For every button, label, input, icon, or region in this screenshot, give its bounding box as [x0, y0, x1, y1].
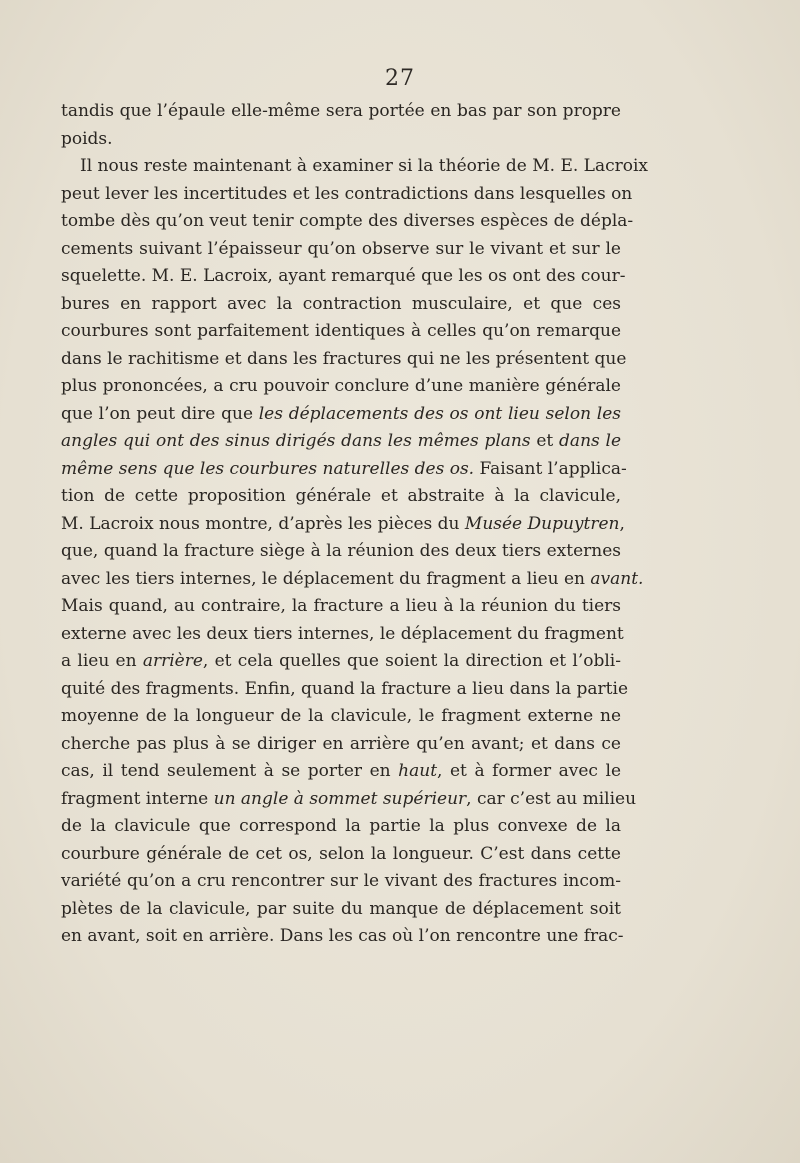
text-line [61, 731, 621, 759]
text-line [61, 621, 624, 649]
text-line [61, 841, 621, 869]
text-segment: cherche pas plus à se diriger en arrière qu’en avant; et dans ce [61, 733, 621, 754]
text-line [61, 566, 644, 594]
text-line [61, 346, 627, 374]
text-line [61, 236, 621, 264]
text-line [61, 758, 621, 786]
text-segment: avec les tiers internes, le déplacement du fragment a lieu en [61, 568, 591, 589]
text-line [61, 593, 621, 621]
text-line [61, 648, 621, 676]
text-line [61, 456, 627, 484]
text-segment: cements suivant l’épaisseur qu’on observe sur le vivant et sur le [61, 238, 621, 259]
text-line [61, 923, 624, 951]
text-segment: que, quand la fracture siège à la réunion des deux tiers externes [61, 541, 621, 561]
text-line [61, 318, 621, 346]
text-segment: Il nous reste maintenant à examiner si la théorie de M. E. Lacroix [80, 156, 648, 176]
text-segment: M. Lacroix nous montre, d’après les pièces du [61, 513, 465, 534]
text-segment: fragment interne [61, 788, 214, 809]
italic-text: Musée Dupuytren [464, 513, 620, 534]
text-segment: que l’on peut dire que [61, 403, 259, 424]
text-line [61, 181, 633, 209]
text-segment: tion de cette proposition générale et abstraite à la clavicule, [61, 486, 621, 506]
text-line [61, 813, 621, 841]
text-segment: et [530, 431, 560, 451]
text-line [61, 373, 621, 401]
text-segment: , et cela quelles que soient la direction et l’obli- [202, 651, 621, 671]
text-line [61, 676, 629, 704]
text-segment: plètes de la clavicule, par suite du manque de déplacement soit [61, 898, 621, 919]
text-line [61, 868, 621, 896]
italic-text: dans le [559, 431, 622, 451]
text-segment: courbures sont parfaitement identiques à celles qu’on remarque [61, 321, 621, 341]
text-line [61, 208, 634, 236]
text-segment: tombe dès qu’on veut tenir compte des diverses espèces de dépla- [61, 211, 634, 231]
text-line [61, 703, 621, 731]
text-segment: en avant, soit en arrière. Dans les cas où l’on rencontre une frac- [61, 926, 624, 946]
text-line [61, 511, 625, 539]
italic-text: avant. [590, 568, 644, 589]
text-line [61, 98, 621, 126]
text-segment: Faisant l’applica- [474, 458, 627, 479]
text-segment: dans le rachitisme et dans les fractures qui ne les présentent que [61, 348, 627, 369]
text-segment: quité des fragments. Enfin, quand la fracture a lieu dans la partie [61, 678, 629, 699]
text-line [61, 291, 621, 319]
text-segment: Mais quand, au contraire, la fracture a lieu à la réunion du tiers [61, 596, 621, 616]
text-segment: cas, il tend seulement à se porter en [61, 761, 399, 781]
text-line [61, 483, 621, 511]
italic-text: arrière [142, 651, 203, 671]
text-segment: bures en rapport avec la contraction musculaire, et que ces [61, 293, 621, 314]
italic-text: même sens que les courbures naturelles des os. [61, 458, 475, 479]
text-segment: , et à former avec le [437, 761, 622, 781]
text-segment: plus prononcées, a cru pouvoir conclure d’une manière générale [61, 376, 621, 396]
text-line [61, 786, 637, 814]
text-line [61, 428, 621, 456]
text-segment: , [619, 513, 625, 534]
text-segment: poids. [61, 128, 113, 149]
text-segment: externe avec les deux tiers internes, le déplacement du fragment [61, 623, 624, 644]
text-segment: peut lever les incertitudes et les contradictions dans lesquelles on [61, 183, 633, 204]
text-segment: tandis que l’épaule elle-même sera portée en bas par son propre [61, 101, 621, 121]
text-line [61, 401, 621, 429]
text-line [61, 263, 626, 291]
italic-text: les déplacements des os ont lieu selon les [258, 403, 621, 424]
body-text [61, 98, 648, 951]
text-segment: courbure générale de cet os, selon la longueur. C’est dans cette [61, 843, 621, 864]
text-segment: squelette. M. E. Lacroix, ayant remarqué que les os ont des cour- [61, 266, 626, 286]
italic-text: angles qui ont des sinus dirigés dans les mêmes plans [61, 431, 531, 451]
page-number: 27 [385, 66, 415, 91]
text-segment: moyenne de la longueur de la clavicule, le fragment externe ne [61, 706, 621, 726]
text-line [61, 153, 648, 181]
text-segment: variété qu’on a cru rencontrer sur le vivant des fractures incom- [61, 871, 621, 891]
italic-text: haut [398, 761, 438, 781]
text-segment: de la clavicule que correspond la partie la plus convexe de la [61, 816, 621, 836]
text-line [61, 896, 621, 924]
italic-text: un angle à sommet supérieur [213, 788, 467, 809]
text-segment: , car c’est au milieu [466, 788, 637, 809]
text-line [61, 126, 621, 154]
text-segment: a lieu en [61, 651, 143, 671]
text-line [61, 538, 621, 566]
